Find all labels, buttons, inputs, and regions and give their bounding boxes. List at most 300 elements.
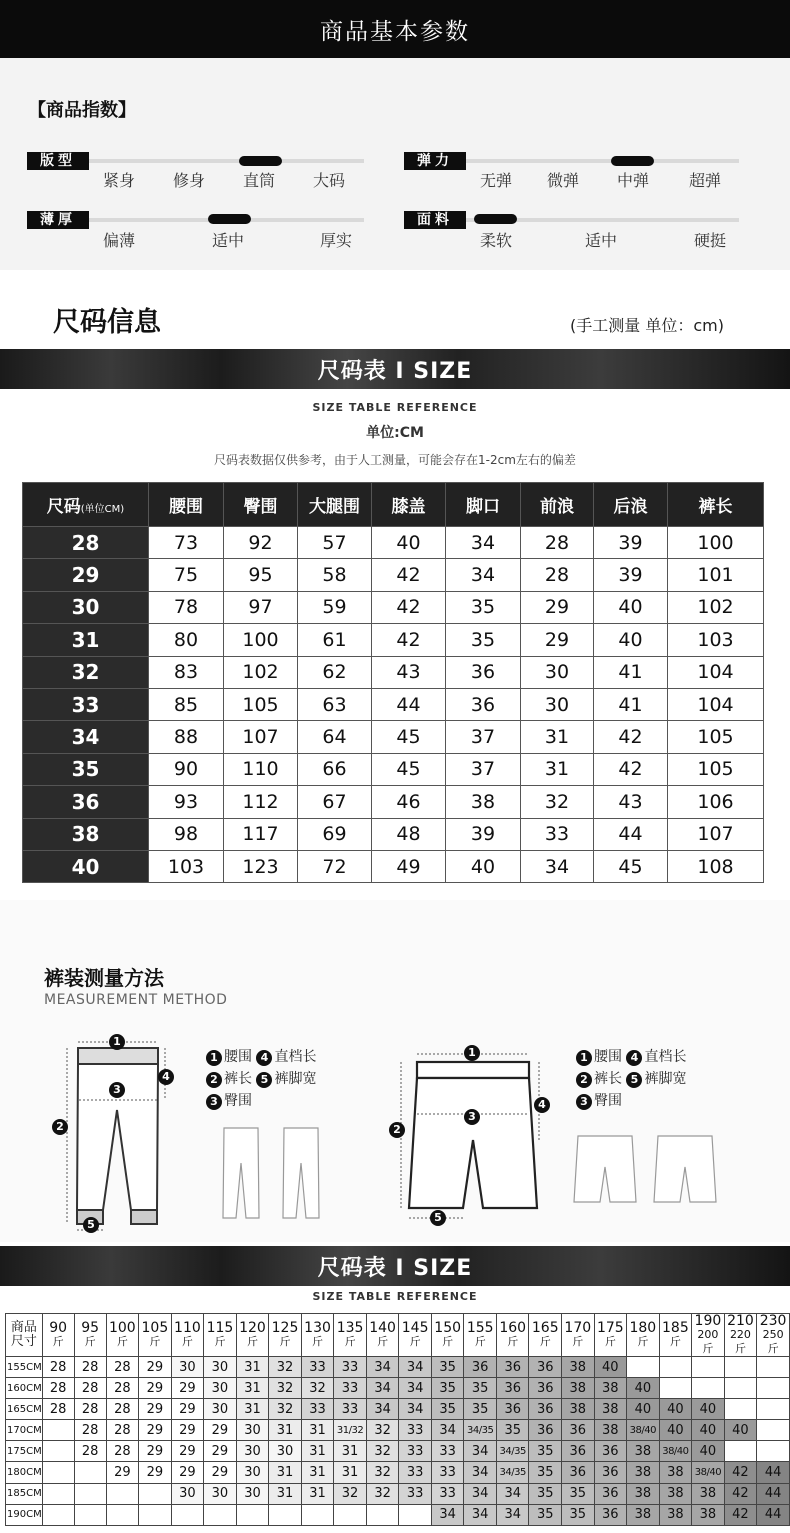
weight-header: 90 斤: [42, 1314, 74, 1357]
size-cell: 38: [627, 1462, 660, 1483]
weight-reference-title: SIZE TABLE REFERENCE: [312, 1290, 478, 1303]
size-cell: [42, 1483, 74, 1504]
measurement-cell: 73: [149, 527, 224, 559]
measurement-cell: 42: [594, 721, 668, 753]
measurement-cell: 39: [594, 527, 668, 559]
size-cell: 29: [171, 1441, 204, 1462]
measurement-cell: 93: [149, 786, 224, 818]
table-row: [23, 559, 764, 591]
table-row: [23, 786, 764, 818]
size-cell: [659, 1378, 692, 1399]
size-cell: 29: [204, 1420, 237, 1441]
size-cell: 38: [562, 1357, 595, 1378]
measurement-cell: 40: [594, 591, 668, 623]
size-cell: 31: [236, 1399, 269, 1420]
size-cell: 28: [42, 1399, 74, 1420]
measurement-subtitle: MEASUREMENT METHOD: [44, 992, 228, 1008]
pants-legend: 1 腰围 4 直档长 2 裤长 5 裤脚宽 3 臀围: [206, 1046, 316, 1112]
size-cell: 36: [529, 1378, 562, 1399]
size-cell: 36: [529, 1399, 562, 1420]
size-cell: 36: [562, 1420, 595, 1441]
size-cell: 29: [139, 1462, 172, 1483]
size-cell: 33: [301, 1399, 334, 1420]
marker-5: 5: [430, 1210, 446, 1226]
pants-thumbnail-icon: [218, 1123, 336, 1223]
table-row: [23, 688, 764, 720]
size-cell: 36: [594, 1462, 627, 1483]
param-option: 柔软: [480, 231, 513, 250]
size-cell: 34/35: [496, 1462, 529, 1483]
weight-header: 230 250斤: [757, 1314, 790, 1357]
measurement-cell: 31: [521, 753, 594, 785]
size-cell: 38: [692, 1504, 725, 1525]
table-row: [23, 624, 764, 656]
measurement-cell: 43: [372, 656, 446, 688]
size-cell: 30: [236, 1483, 269, 1504]
size-cell: 29: [204, 1441, 237, 1462]
size-cell: [106, 1504, 139, 1525]
size-cell: 34: [366, 1378, 399, 1399]
size-cell: 29: [171, 1462, 204, 1483]
measurement-cell: 78: [149, 591, 224, 623]
size-cell: 34: [366, 1357, 399, 1378]
size-cell: 34: [431, 1420, 464, 1441]
measurement-cell: 102: [668, 591, 764, 623]
size-cell: [74, 1483, 106, 1504]
size-cell: [42, 1441, 74, 1462]
weight-header: 180 斤: [627, 1314, 660, 1357]
weight-header: 95 斤: [74, 1314, 106, 1357]
size-cell: 28: [74, 1357, 106, 1378]
size-cell: 34/35: [464, 1420, 497, 1441]
size-cell: 38: [562, 1378, 595, 1399]
measurement-cell: 75: [149, 559, 224, 591]
grid-row: [6, 1441, 790, 1462]
weight-header: 120 斤: [236, 1314, 269, 1357]
column-header: 臀围: [224, 483, 298, 527]
param-option: 适中: [585, 231, 618, 250]
height-label: 180CM: [6, 1462, 43, 1483]
measurement-cell: 104: [668, 688, 764, 720]
size-cell: 30: [204, 1378, 237, 1399]
size-cell: 33: [334, 1378, 367, 1399]
size-cell: 30: [236, 1420, 269, 1441]
size-cell: [106, 1483, 139, 1504]
size-cell: 42: [724, 1504, 757, 1525]
param-marker-stretch: [611, 156, 654, 166]
top-banner: [0, 0, 790, 58]
size-cell: [692, 1378, 725, 1399]
size-cell: 30: [204, 1357, 237, 1378]
size-cell: 33: [431, 1441, 464, 1462]
column-header: 腰围: [149, 483, 224, 527]
size-cell: 38: [594, 1420, 627, 1441]
measurement-cell: 92: [224, 527, 298, 559]
column-header: 大腿围: [298, 483, 372, 527]
table-row: [23, 850, 764, 882]
weight-header: 115 斤: [204, 1314, 237, 1357]
measurement-cell: 44: [372, 688, 446, 720]
size-cell: 34: [464, 1504, 497, 1525]
param-option: 厚实: [320, 231, 353, 250]
size-cell: 31: [301, 1483, 334, 1504]
size-cell: 38: [594, 1378, 627, 1399]
measurement-cell: 46: [372, 786, 446, 818]
weight-header: 155 斤: [464, 1314, 497, 1357]
height-label: 190CM: [6, 1504, 43, 1525]
size-cell: 33: [399, 1462, 432, 1483]
weight-size-banner: [0, 1246, 790, 1286]
measurement-cell: 88: [149, 721, 224, 753]
product-params-panel: [0, 58, 790, 270]
measurement-cell: 30: [521, 688, 594, 720]
weight-header: 145 斤: [399, 1314, 432, 1357]
measurement-cell: 30: [521, 656, 594, 688]
measurement-cell: 90: [149, 753, 224, 785]
measurement-cell: 97: [224, 591, 298, 623]
size-cell: [74, 1504, 106, 1525]
size-cell: [366, 1504, 399, 1525]
measurement-cell: 48: [372, 818, 446, 850]
height-label: 185CM: [6, 1483, 43, 1504]
measurement-cell: 34: [521, 850, 594, 882]
size-disclaimer: 尺码表数据仅供参考，由于人工测量，可能会存在1-2cm左右的偏差: [214, 453, 576, 467]
size-cell: 34: [464, 1441, 497, 1462]
size-cell: 34: [464, 1462, 497, 1483]
measurement-cell: 39: [594, 559, 668, 591]
grid-row: [6, 1462, 790, 1483]
size-cell: 31: [269, 1420, 302, 1441]
size-cell: 36: [594, 1483, 627, 1504]
measurement-cell: 107: [668, 818, 764, 850]
size-cell: [301, 1504, 334, 1525]
measurement-cell: 45: [594, 850, 668, 882]
size-cell: 36: [529, 1357, 562, 1378]
size-cell: 38: [627, 1483, 660, 1504]
size-cell: 36: [496, 1378, 529, 1399]
measurement-cell: 85: [149, 688, 224, 720]
size-cell: [139, 1483, 172, 1504]
size-unit: 单位:CM: [366, 425, 424, 441]
size-info-note: (手工测量 单位：cm): [570, 316, 724, 335]
size-cell: [724, 1357, 757, 1378]
size-cell: 42: [724, 1483, 757, 1504]
column-header: 尺码(单位CM): [23, 483, 149, 527]
size-cell: [757, 1378, 790, 1399]
measurement-cell: 112: [224, 786, 298, 818]
grid-header-row: [6, 1314, 790, 1357]
size-cell: 40: [594, 1357, 627, 1378]
size-cell: 29: [171, 1420, 204, 1441]
param-option: 修身: [173, 171, 206, 190]
param-option: 超弹: [689, 171, 722, 190]
size-cell: 40: [659, 1420, 692, 1441]
size-cell: [399, 1504, 432, 1525]
size-cell: 34: [431, 1504, 464, 1525]
size-cell: 33: [399, 1441, 432, 1462]
weight-header: 105 斤: [139, 1314, 172, 1357]
measurement-cell: 63: [298, 688, 372, 720]
size-cell: 33: [23, 688, 149, 720]
table-row: [23, 527, 764, 559]
size-cell: 40: [692, 1441, 725, 1462]
size-cell: 36: [464, 1357, 497, 1378]
measurement-cell: 45: [372, 753, 446, 785]
measurement-cell: 117: [224, 818, 298, 850]
size-cell: 34: [366, 1399, 399, 1420]
size-cell: 30: [269, 1441, 302, 1462]
measurement-cell: 64: [298, 721, 372, 753]
size-cell: [42, 1420, 74, 1441]
size-cell: [236, 1504, 269, 1525]
size-cell: 35: [431, 1399, 464, 1420]
table-row: [23, 591, 764, 623]
size-cell: [74, 1462, 106, 1483]
size-cell: [171, 1504, 204, 1525]
measurement-cell: 28: [521, 559, 594, 591]
measurement-cell: 100: [668, 527, 764, 559]
size-cell: 38: [659, 1483, 692, 1504]
size-cell: 38: [23, 818, 149, 850]
size-cell: 30: [171, 1357, 204, 1378]
marker-4: 4: [534, 1097, 550, 1113]
param-label-fabric: 面料: [404, 211, 466, 229]
param-track-stretch: [466, 159, 739, 163]
size-cell: 38/40: [627, 1420, 660, 1441]
weight-height-size-grid: [5, 1313, 790, 1526]
size-cell: 31/32: [334, 1420, 367, 1441]
size-reference-title: SIZE TABLE REFERENCE: [312, 401, 478, 414]
size-cell: [757, 1441, 790, 1462]
column-header: 后浪: [594, 483, 668, 527]
size-cell: 40: [692, 1420, 725, 1441]
size-cell: 28: [106, 1420, 139, 1441]
height-label: 155CM: [6, 1357, 43, 1378]
table-row: [23, 656, 764, 688]
size-cell: 32: [366, 1441, 399, 1462]
measurement-cell: 110: [224, 753, 298, 785]
measurement-cell: 34: [446, 527, 521, 559]
param-option: 直筒: [243, 171, 276, 190]
param-option: 偏薄: [103, 231, 136, 250]
marker-2: 2: [389, 1122, 405, 1138]
param-marker-fit: [239, 156, 282, 166]
column-header: 裤长: [668, 483, 764, 527]
size-cell: 38: [627, 1441, 660, 1462]
size-cell: 36: [594, 1504, 627, 1525]
size-cell: 28: [74, 1399, 106, 1420]
measurement-cell: 40: [372, 527, 446, 559]
weight-header: 150 斤: [431, 1314, 464, 1357]
size-cell: 30: [236, 1462, 269, 1483]
size-cell: 31: [334, 1441, 367, 1462]
measurement-cell: 29: [521, 591, 594, 623]
size-cell: 35: [23, 753, 149, 785]
measurement-cell: 100: [224, 624, 298, 656]
weight-header: 190 200斤: [692, 1314, 725, 1357]
size-cell: 32: [269, 1399, 302, 1420]
size-cell: 31: [236, 1357, 269, 1378]
measurement-cell: 103: [149, 850, 224, 882]
shorts-thumbnail-icon: [570, 1132, 720, 1207]
size-cell: 33: [431, 1483, 464, 1504]
measurement-cell: 40: [446, 850, 521, 882]
weight-header: 210 220斤: [724, 1314, 757, 1357]
size-cell: 28: [23, 527, 149, 559]
weight-header: 185 斤: [659, 1314, 692, 1357]
size-cell: 33: [334, 1357, 367, 1378]
size-cell: 29: [139, 1399, 172, 1420]
measurement-cell: 83: [149, 656, 224, 688]
measurement-cell: 37: [446, 721, 521, 753]
size-cell: [334, 1504, 367, 1525]
weight-header: 170 斤: [562, 1314, 595, 1357]
param-option: 无弹: [480, 171, 513, 190]
shorts-measurement-diagram: [383, 1040, 563, 1225]
size-cell: 34: [464, 1483, 497, 1504]
size-cell: 38: [692, 1483, 725, 1504]
measurement-cell: 35: [446, 624, 521, 656]
size-cell: 28: [106, 1357, 139, 1378]
size-cell: 30: [204, 1399, 237, 1420]
size-cell: 36: [496, 1399, 529, 1420]
measurement-cell: 38: [446, 786, 521, 818]
measurement-cell: 43: [594, 786, 668, 818]
measurement-cell: 28: [521, 527, 594, 559]
size-cell: [42, 1462, 74, 1483]
measurement-cell: 57: [298, 527, 372, 559]
size-cell: 44: [757, 1462, 790, 1483]
size-cell: 29: [23, 559, 149, 591]
size-cell: 28: [74, 1441, 106, 1462]
size-cell: 32: [269, 1378, 302, 1399]
measurement-cell: 36: [446, 656, 521, 688]
size-cell: [204, 1504, 237, 1525]
size-cell: 28: [42, 1378, 74, 1399]
size-cell: 36: [594, 1441, 627, 1462]
measurement-cell: 42: [594, 753, 668, 785]
size-cell: 35: [529, 1504, 562, 1525]
weight-header: 140 斤: [366, 1314, 399, 1357]
size-cell: 33: [399, 1420, 432, 1441]
size-cell: 35: [464, 1399, 497, 1420]
param-option: 微弹: [547, 171, 580, 190]
measurement-cell: 41: [594, 688, 668, 720]
weight-header: 100 斤: [106, 1314, 139, 1357]
size-cell: 40: [23, 850, 149, 882]
measurement-cell: 49: [372, 850, 446, 882]
measurement-cell: 42: [372, 559, 446, 591]
params-title: 【商品指数】: [28, 100, 136, 121]
param-track-fit: [89, 159, 364, 163]
size-cell: 30: [171, 1483, 204, 1504]
measurement-cell: 34: [446, 559, 521, 591]
size-cell: 31: [269, 1483, 302, 1504]
size-cell: 30: [23, 591, 149, 623]
size-cell: 31: [269, 1462, 302, 1483]
size-cell: [757, 1399, 790, 1420]
measurement-cell: 41: [594, 656, 668, 688]
marker-1: 1: [109, 1034, 125, 1050]
size-cell: 31: [236, 1378, 269, 1399]
grid-row: [6, 1378, 790, 1399]
measurement-cell: 105: [668, 753, 764, 785]
size-cell: 38: [627, 1504, 660, 1525]
size-cell: [139, 1504, 172, 1525]
size-table: [22, 482, 764, 883]
size-cell: 35: [496, 1420, 529, 1441]
size-cell: 28: [74, 1420, 106, 1441]
size-cell: 36: [23, 786, 149, 818]
measurement-cell: 59: [298, 591, 372, 623]
height-label: 175CM: [6, 1441, 43, 1462]
measurement-cell: 67: [298, 786, 372, 818]
size-cell: 38: [594, 1399, 627, 1420]
size-cell: 38/40: [659, 1441, 692, 1462]
measurement-cell: 29: [521, 624, 594, 656]
size-cell: 30: [204, 1483, 237, 1504]
size-cell: 35: [431, 1357, 464, 1378]
size-cell: 35: [431, 1378, 464, 1399]
measurement-cell: 44: [594, 818, 668, 850]
measurement-cell: 98: [149, 818, 224, 850]
param-marker-fabric: [474, 214, 517, 224]
measurement-cell: 45: [372, 721, 446, 753]
measurement-cell: 58: [298, 559, 372, 591]
size-cell: 35: [562, 1504, 595, 1525]
param-option: 紧身: [103, 171, 136, 190]
size-cell: 34: [399, 1399, 432, 1420]
measurement-cell: 105: [224, 688, 298, 720]
size-cell: 33: [399, 1483, 432, 1504]
measurement-cell: 42: [372, 591, 446, 623]
size-cell: 32: [301, 1378, 334, 1399]
param-option: 适中: [212, 231, 245, 250]
weight-header: 165 斤: [529, 1314, 562, 1357]
size-cell: 35: [529, 1462, 562, 1483]
size-cell: 44: [757, 1504, 790, 1525]
size-cell: 36: [562, 1441, 595, 1462]
param-option: 中弹: [617, 171, 650, 190]
measurement-cell: 66: [298, 753, 372, 785]
size-cell: 40: [724, 1420, 757, 1441]
measurement-cell: 107: [224, 721, 298, 753]
grid-row: [6, 1399, 790, 1420]
size-cell: 34: [23, 721, 149, 753]
size-cell: 38: [659, 1504, 692, 1525]
size-cell: 29: [106, 1462, 139, 1483]
size-cell: 33: [334, 1399, 367, 1420]
size-info-title: 尺码信息: [53, 307, 161, 338]
weight-header: 135 斤: [334, 1314, 367, 1357]
size-cell: 40: [659, 1399, 692, 1420]
measurement-title: 裤装测量方法: [44, 966, 164, 990]
size-cell: 35: [562, 1483, 595, 1504]
measurement-cell: 37: [446, 753, 521, 785]
param-label-stretch: 弹力: [404, 152, 466, 170]
measurement-cell: 101: [668, 559, 764, 591]
param-marker-thickness: [208, 214, 251, 224]
size-cell: 40: [627, 1399, 660, 1420]
size-banner: [0, 349, 790, 389]
column-header: 脚口: [446, 483, 521, 527]
size-cell: 28: [42, 1357, 74, 1378]
size-cell: 36: [562, 1462, 595, 1483]
size-banner-title: 尺码表 I SIZE: [317, 358, 473, 384]
height-label: 165CM: [6, 1399, 43, 1420]
param-option: 硬挺: [694, 231, 727, 250]
param-label-fit: 版型: [27, 152, 89, 170]
